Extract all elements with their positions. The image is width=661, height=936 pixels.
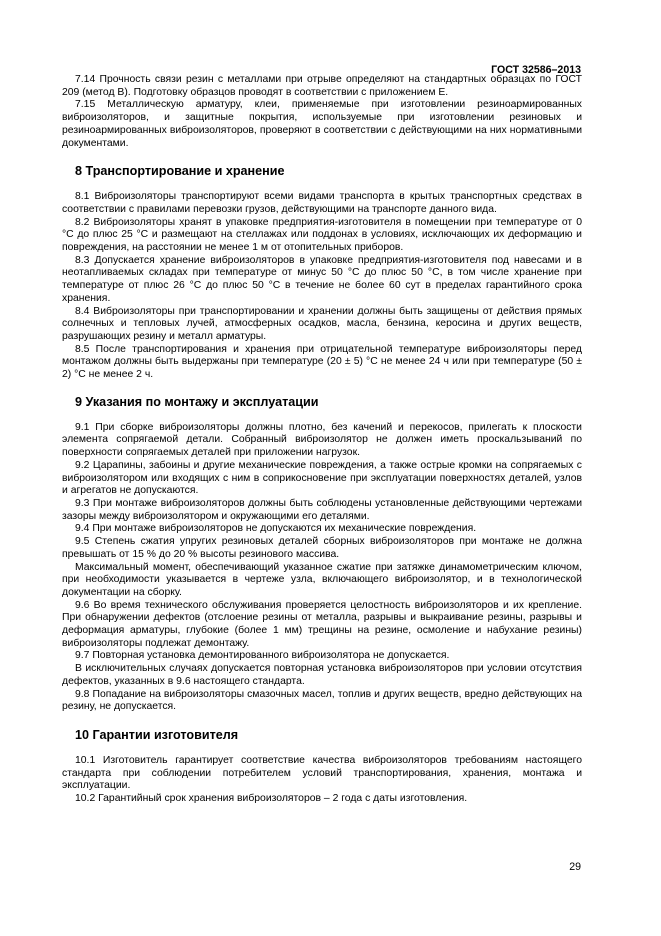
paragraph-9-5-torque: Максимальный момент, обеспечивающий указанное сжатие при затяжке динамометрическим ключом, при необходимости указывается в чертеже узла, включающего виброизолятор, и в технологической документации на сборку.: [62, 561, 582, 598]
paragraph-7-14: 7.14 Прочность связи резин с металлами при отрыве определяют на стандартных образцах по ГОСТ 209 (метод В). Подготовку образцов проводят в соответствии с приложением Е.: [62, 74, 582, 98]
paragraph-9-6: 9.6 Во время технического обслуживания проверяется целостность виброизоляторов и их крепление. При обнаружении дефектов (отслоение резины от металла, разрывы и выкраивание резины, разрывы и деформация арматуры, глубокие (более 1 мм) трещины на резине, осмоление и набухание резины) виброизоляторы подлежат демонтажу.: [62, 599, 582, 649]
paragraph-9-8: 9.8 Попадание на виброизоляторы смазочных масел, топлив и других веществ, вредно действующих на резину, не допускается.: [62, 688, 582, 713]
paragraph-9-2: 9.2 Царапины, забоины и другие механические повреждения, а также острые кромки на сопрягаемых с виброизолятором или входящих с ним в соприкосновение при эксплуатации поверхностях деталей, узлов и агрегатов не допускаются.: [62, 459, 582, 497]
paragraph-8-3: 8.3 Допускается хранение виброизоляторов в упаковке предприятия-изготовителя под навесами и в неотапливаемых складах при температуре от минус 50 °С до плюс 50 °С, в том числе хранение при температуре от плюс 26 °С до плюс 50 °С в течение не более 60 сут в пределах гарантийного срока хранения.: [62, 254, 582, 304]
paragraph-8-4: 8.4 Виброизоляторы при транспортировании и хранении должны быть защищены от действия прямых солнечных и тепловых лучей, атмосферных осадков, масла, бензина, керосина и других веществ, разрушающих резину и металл арматуры.: [62, 305, 582, 342]
section-8-heading: 8 Транспортирование и хранение: [75, 164, 285, 179]
paragraph-8-1: 8.1 Виброизоляторы транспортируют всеми видами транспорта в крытых транспортных средствах в соответствии с правилами перевозки грузов, действующими на транспорте данного вида.: [62, 191, 582, 215]
paragraph-8-5: 8.5 После транспортирования и хранения при отрицательной температуре виброизоляторы перед монтажом должны быть выдержаны при температуре (20 ± 5) °С не менее 24 ч или при температуре (50 ± 2) °С не менее 2 ч.: [62, 343, 582, 381]
page-content: [62, 74, 582, 806]
section-9-heading: 9 Указания по монтажу и эксплуатации: [75, 394, 319, 409]
page-number: 29: [569, 861, 581, 873]
paragraph-10-2: 10.2 Гарантийный срок хранения виброизоляторов – 2 года с даты изготовления.: [75, 793, 468, 805]
paragraph-9-7-exception: В исключительных случаях допускается повторная установка виброизоляторов при условии отсутствия дефектов, указанных в 9.6 настоящего стандарта.: [62, 663, 582, 687]
paragraph-9-4: 9.4 При монтаже виброизоляторов не допускаются их механические повреждения.: [75, 523, 477, 535]
paragraph-7-15: 7.15 Металлическую арматуру, клеи, применяемые при изготовлении резиноармированных виброизоляторов, и защитные покрытия, используемые при изготовлении резиновых и резиноармированных виброизоляторов, проверяют в соответствии с действующими на них нормативными документами.: [62, 99, 582, 149]
paragraph-10-1: 10.1 Изготовитель гарантирует соответствие качества виброизоляторов требованиям настоящего стандарта при соблюдении потребителем условий транспортирования, хранения, монтажа и эксплуатации.: [62, 754, 582, 792]
paragraph-9-7: 9.7 Повторная установка демонтированного виброизолятора не допускается.: [75, 650, 450, 662]
paragraph-8-2: 8.2 Виброизоляторы хранят в упаковке предприятия-изготовителя в помещении при температуре от 0 °С до плюс 25 °С и размещают на стеллажах или поддонах в условиях, исключающих их деформацию и повреждения, на расстоянии не менее 1 м от отопительных приборов.: [62, 216, 582, 254]
paragraph-9-5: 9.5 Степень сжатия упругих резиновых деталей сборных виброизоляторов при монтаже не должна превышать от 15 % до 20 % высоты резинового массива.: [62, 536, 582, 560]
paragraph-9-3: 9.3 При монтаже виброизоляторов должны быть соблюдены установленные действующими чертежами зазоры между виброизолятором и окружающими его деталями.: [62, 497, 582, 522]
paragraph-9-1: 9.1 При сборке виброизоляторы должны плотно, без качений и перекосов, прилегать к плоскости элемента сопрягаемой детали. Собранный виброизолятор не должен иметь проскальзываний по поверхности сопрягаемых деталей при приложении нагрузок.: [62, 421, 582, 459]
section-10-heading: 10 Гарантии изготовителя: [75, 727, 239, 742]
standard-designation: ГОСТ 32586–2013: [491, 64, 581, 76]
